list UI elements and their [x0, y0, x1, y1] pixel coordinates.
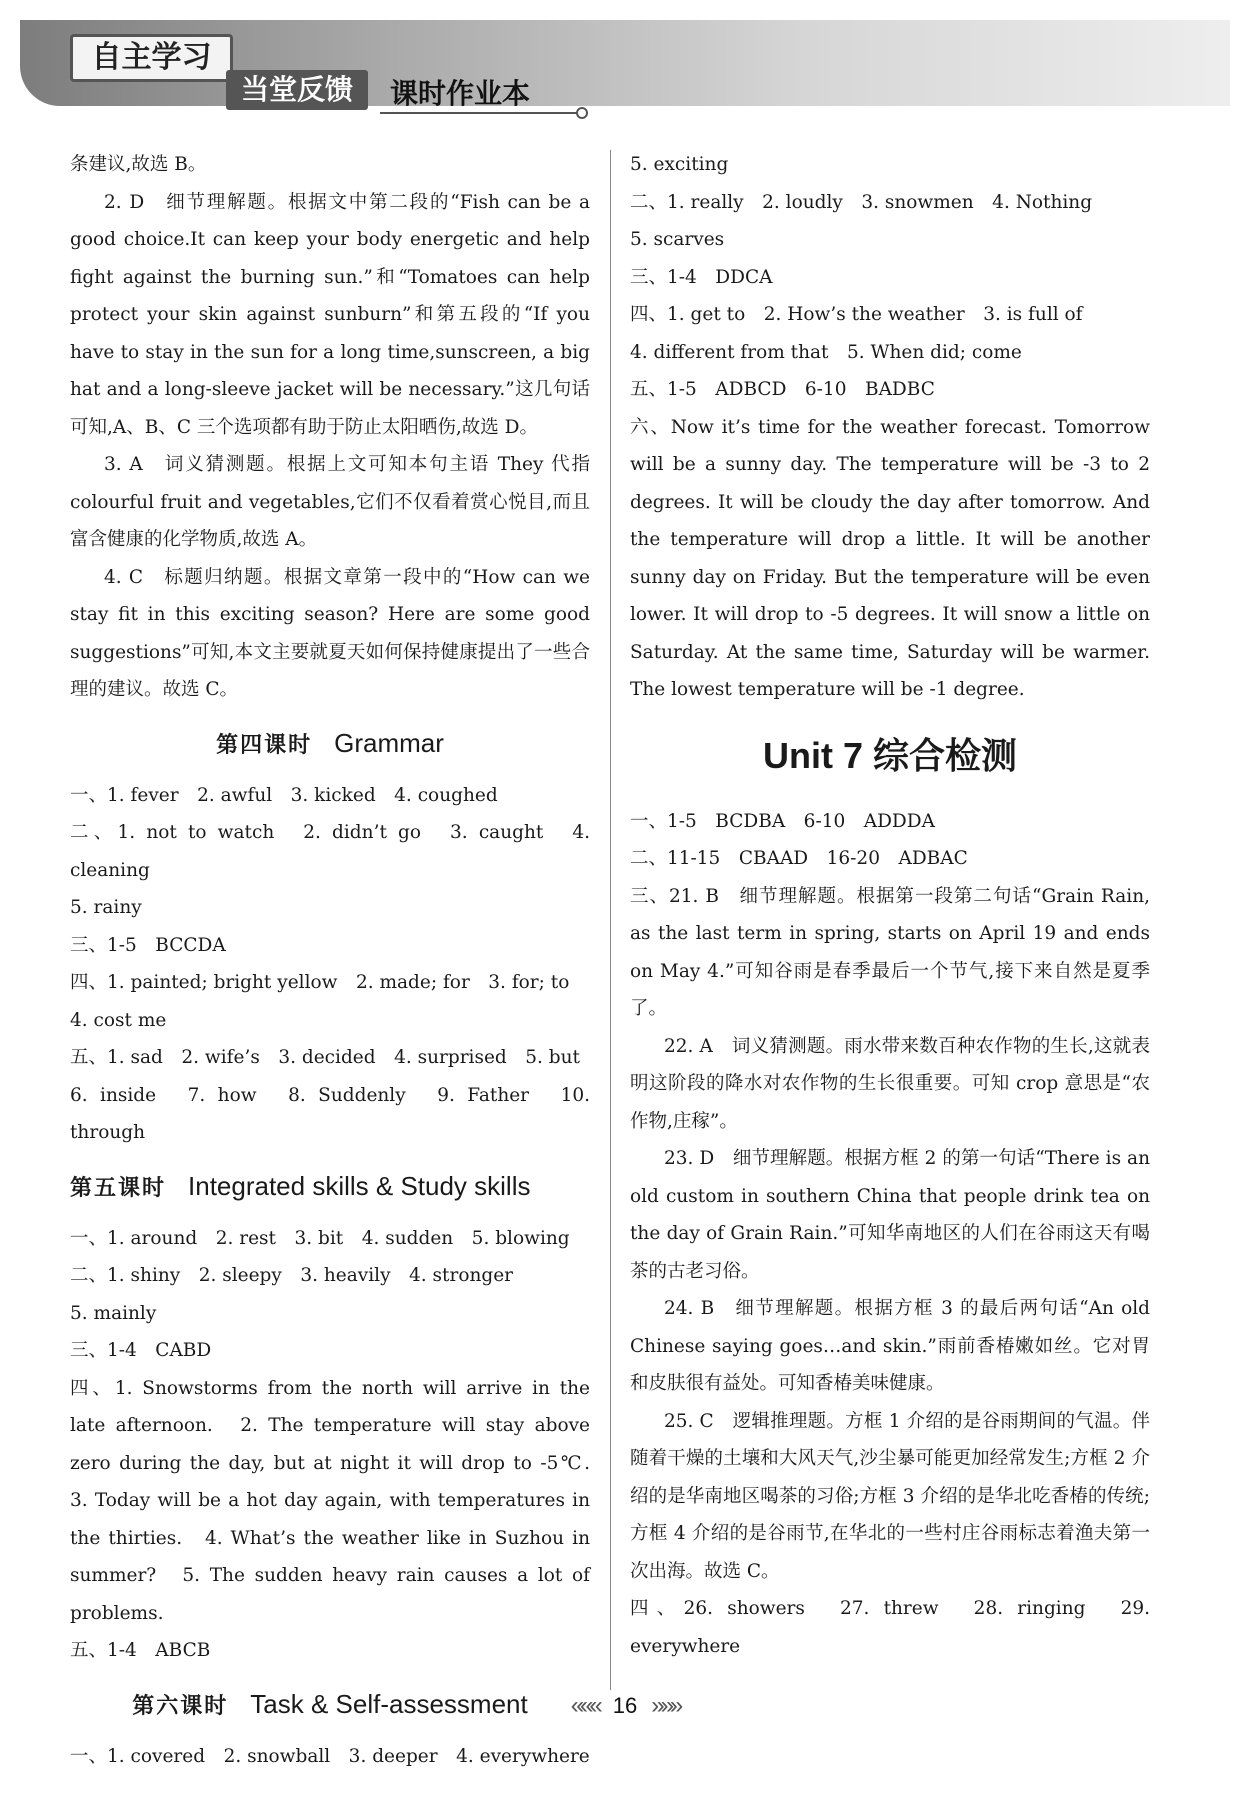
answer-line: 5. rainy	[70, 897, 142, 918]
answer-line: 4. different from that 5. When did; come	[630, 341, 1022, 363]
answer-line: 四、26. showers 27. threw 28. ringing 29. everywhere	[630, 1598, 1150, 1657]
header-label-feedback: 当堂反馈	[226, 70, 368, 110]
answer-line: 5. scarves	[630, 229, 725, 250]
page-footer	[0, 1692, 1250, 1720]
header-underline	[380, 112, 578, 114]
answer-line: 4. cost me	[70, 1009, 167, 1031]
section-heading-en: Task & Self-assessment	[250, 1688, 528, 1719]
section-heading-en: Grammar	[334, 727, 444, 758]
answer-line: 5. mainly	[70, 1302, 157, 1324]
answer-paragraph: 六、Now it’s time for the weather forecast. Tomorrow will be a sunny day. The temperature will be -3 to 2 degrees. It will be cloudy the day after tomorrow. And the temperature will drop a little. It will be another sunny day on Friday. But the temperature will be even lower. It will drop to -5 degrees. It will snow a little on Saturday. At the same time, Saturday will be warmer. The lowest temperature will be -1 degree.	[630, 416, 1150, 700]
answer-line: 一、1. around 2. rest 3. bit 4. sudden 5. blowing	[70, 1227, 570, 1249]
answer-paragraph: 23. D 细节理解题。根据方框 2 的第一句话“There is an old custom in southern China that people drink tea on the day of Grain Rain.”可知华南地区的人们在谷雨这天有喝茶的古老习俗。	[630, 1148, 1150, 1282]
header-dot-icon	[576, 107, 588, 119]
answer-line: 一、1. covered 2. snowball 3. deeper 4. everywhere	[70, 1745, 590, 1767]
answer-line: 五、1-5 ADBCD 6-10 BADBC	[630, 379, 935, 400]
answer-line: 一、1-5 BCDBA 6-10 ADDDA	[630, 810, 935, 832]
answer-line: 五、1-4 ABCB	[70, 1640, 211, 1661]
answer-line: 二、1. not to watch 2. didn’t go 3. caught 4. cleaning	[70, 822, 590, 881]
answer-line: 三、1-4 DDCA	[630, 266, 773, 288]
section-heading-zh: 第五课时	[70, 1175, 167, 1201]
answer-line: 三、1-5 BCCDA	[70, 934, 226, 956]
answer-paragraph: 3. A 词义猜测题。根据上文可知本句主语 They 代指 colourful fruit and vegetables,它们不仅看着赏心悦目,而且富含健康的化学物质,故选 A。	[70, 454, 590, 550]
answer-line: 五、1. sad 2. wife’s 3. decided 4. surprised 5. but	[70, 1047, 580, 1068]
answer-line: 二、1. really 2. loudly 3. snowmen 4. Nothing	[630, 191, 1093, 213]
answer-line: 四、1. get to 2. How’s the weather 3. is full of	[630, 304, 1083, 325]
answer-line: 二、1. shiny 2. sleepy 3. heavily 4. stronger	[70, 1265, 514, 1286]
page-header	[20, 20, 1230, 110]
header-title: 课时作业本	[390, 77, 531, 110]
header-label-self-study: 自主学习	[70, 34, 233, 82]
answer-paragraph: 四、1. Snowstorms from the north will arrive in the late afternoon. 2. The temperature will stay above zero during the day, but at night it will drop to -5℃. 3. Today will be a hot day again, with temperatures in the thirties. 4. What’s the weather like in Suzhou in summer? 5. The sudden heavy rain causes a lot of problems.	[70, 1377, 609, 1624]
answer-paragraph: 4. C 标题归纳题。根据文章第一段中的“How can we stay fit in this exciting season? Here are some good suggestions”可知,本文主要就夏天如何保持健康提出了一些合理的建议。故选 C。	[70, 566, 590, 700]
answer-paragraph: 22. A 词义猜测题。雨水带来数百种农作物的生长,这就表明这阶段的降水对农作物的生长很重要。可知 crop 意思是“农作物,庄稼”。	[630, 1035, 1150, 1132]
right-arrows-icon: »»»	[651, 1692, 680, 1719]
column-divider	[610, 150, 611, 1690]
answer-paragraph: 25. C 逻辑推理题。方框 1 介绍的是谷雨期间的气温。伴随着干燥的土壤和大风天气,沙尘暴可能更加经常发生;方框 2 介绍的是华南地区喝茶的习俗;方框 3 介绍的是华北吃香椿的传统;方框 4 介绍的是谷雨节,在华北的一些村庄谷雨标志着渔夫第一次出海。故选 C。	[630, 1410, 1150, 1582]
answer-paragraph: 24. B 细节理解题。根据方框 3 的最后两句话“An old Chinese saying goes…and skin.”雨前香椿嫩如丝。它对胃和皮肤很有益处。可知香椿美味健康。	[630, 1298, 1150, 1394]
left-column	[70, 146, 609, 1775]
section-heading-lesson-5	[70, 1166, 590, 1210]
answer-line: 6. inside 7. how 8. Suddenly 9. Father 10. through	[70, 1084, 590, 1143]
section-heading-zh: 第六课时	[132, 1693, 229, 1719]
unit-title: Unit 7 综合检测	[762, 734, 1017, 776]
answer-line: 四、1. painted; bright yellow 2. made; for 3. for; to	[70, 972, 570, 993]
answer-line: 5. exciting	[630, 154, 729, 175]
left-arrows-icon: «««	[570, 1692, 599, 1719]
right-column	[630, 146, 1150, 1665]
section-heading-lesson-4	[70, 723, 590, 767]
answer-paragraph: 三、21. B 细节理解题。根据第一段第二句话“Grain Rain, as the last term in spring, starts on April 19 and ends on May 4.”可知谷雨是春季最后一个节气,接下来自然是夏季了。	[630, 885, 1150, 1019]
answer-line: 一、1. fever 2. awful 3. kicked 4. coughed	[70, 784, 498, 806]
answer-line: 二、11-15 CBAAD 16-20 ADBAC	[630, 848, 968, 869]
section-heading-zh: 第四课时	[216, 732, 313, 758]
answer-line: 三、1-4 CABD	[70, 1340, 212, 1361]
answer-line: 条建议,故选 B。	[70, 154, 207, 175]
answer-paragraph: 2. D 细节理解题。根据文中第二段的“Fish can be a good choice.It can keep your body energetic and help fight against the burning sun.”和“Tomatoes can help protect your skin against sunburn”和第五段的“If you have to stay in the sun for a long time,sunscreen, a big hat and a long-sleeve jacket will be necessary.”这几句话可知,A、B、C 三个选项都有助于防止太阳晒伤,故选 D。	[70, 191, 590, 438]
page-number: 16	[612, 1693, 638, 1718]
section-heading-en: Integrated skills & Study skills	[188, 1170, 531, 1201]
